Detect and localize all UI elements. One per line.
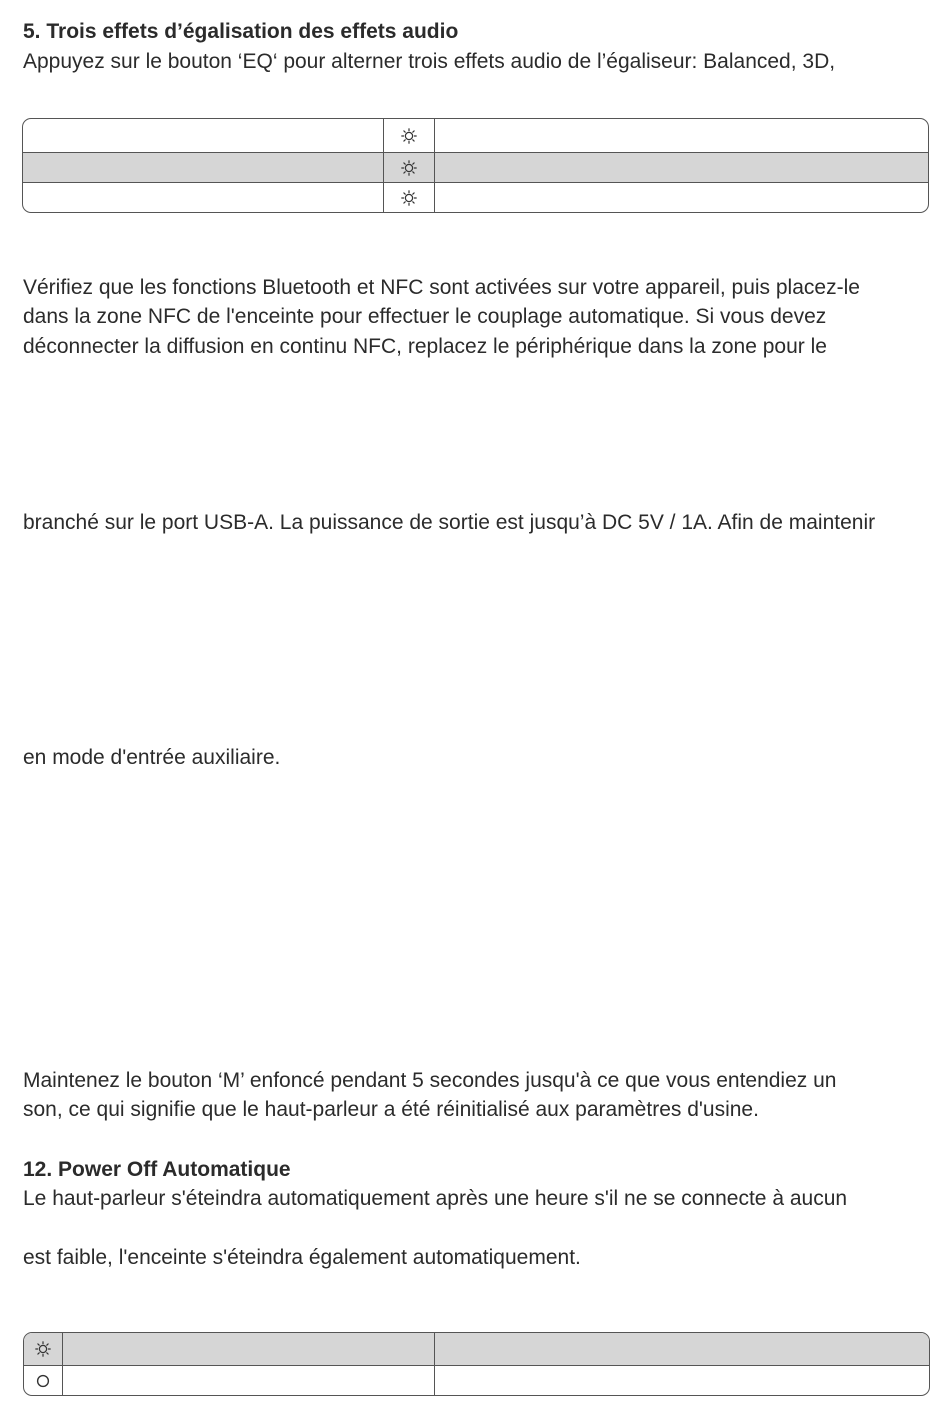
indicator-table-cell xyxy=(62,1333,434,1365)
eq-table-cell xyxy=(23,183,383,212)
eq-table-row-1 xyxy=(23,119,928,152)
eq-table-row-2 xyxy=(23,152,928,182)
reset-text-line-1: Maintenez le bouton ‘M’ enfoncé pendant 5 secondes jusqu'à ce que vous entendiez un xyxy=(23,1069,837,1092)
indicator-table xyxy=(23,1332,930,1396)
eq-table-cell xyxy=(23,119,383,152)
indicator-table-cell xyxy=(434,1366,929,1396)
sun-indicator-icon xyxy=(401,160,417,176)
section-5-heading: 5. Trois effets d’égalisation des effets audio xyxy=(23,20,459,43)
nfc-text-line-1: Vérifiez que les fonctions Bluetooth et NFC sont activées sur votre appareil, puis placez-le xyxy=(23,276,860,299)
sun-indicator-icon xyxy=(401,190,417,206)
indicator-table-cell xyxy=(62,1366,434,1396)
sun-indicator-icon xyxy=(35,1341,51,1357)
eq-effects-table xyxy=(22,118,929,213)
indicator-table-row-2 xyxy=(24,1365,929,1396)
sun-indicator-icon xyxy=(401,128,417,144)
usb-text: branché sur le port USB-A. La puissance de sortie est jusqu’à DC 5V / 1A. Afin de maintenir xyxy=(23,511,876,534)
reset-text-line-2: son, ce qui signifie que le haut-parleur a été réinitialisé aux paramètres d'usine. xyxy=(23,1098,759,1121)
indicator-table-icon-cell xyxy=(24,1366,62,1396)
eq-table-cell xyxy=(23,153,383,182)
indicator-table-row-1 xyxy=(24,1333,929,1365)
indicator-table-icon-cell xyxy=(24,1333,62,1365)
section-5-text: Appuyez sur le bouton ‘EQ‘ pour alterner trois effets audio de l’égaliseur: Balanced, 3D, xyxy=(23,50,836,73)
section-12-heading: 12. Power Off Automatique xyxy=(23,1158,291,1181)
eq-table-cell xyxy=(434,119,928,152)
eq-table-cell xyxy=(434,153,928,182)
eq-table-icon-cell xyxy=(383,183,434,212)
nfc-text-line-2: dans la zone NFC de l'enceinte pour effectuer le couplage automatique. Si vous devez xyxy=(23,305,827,328)
aux-text: en mode d'entrée auxiliaire. xyxy=(23,746,281,769)
circle-indicator-icon xyxy=(36,1374,50,1388)
nfc-text-line-3: déconnecter la diffusion en continu NFC, replacez le périphérique dans la zone pour le xyxy=(23,335,827,358)
eq-table-icon-cell xyxy=(383,119,434,152)
eq-table-cell xyxy=(434,183,928,212)
section-12-text-line-1: Le haut-parleur s'éteindra automatiquement après une heure s'il ne se connecte à aucun xyxy=(23,1187,848,1210)
eq-table-row-3 xyxy=(23,182,928,212)
section-12-text-line-2: est faible, l'enceinte s'éteindra également automatiquement. xyxy=(23,1246,581,1269)
eq-table-icon-cell xyxy=(383,153,434,182)
indicator-table-cell xyxy=(434,1333,929,1365)
